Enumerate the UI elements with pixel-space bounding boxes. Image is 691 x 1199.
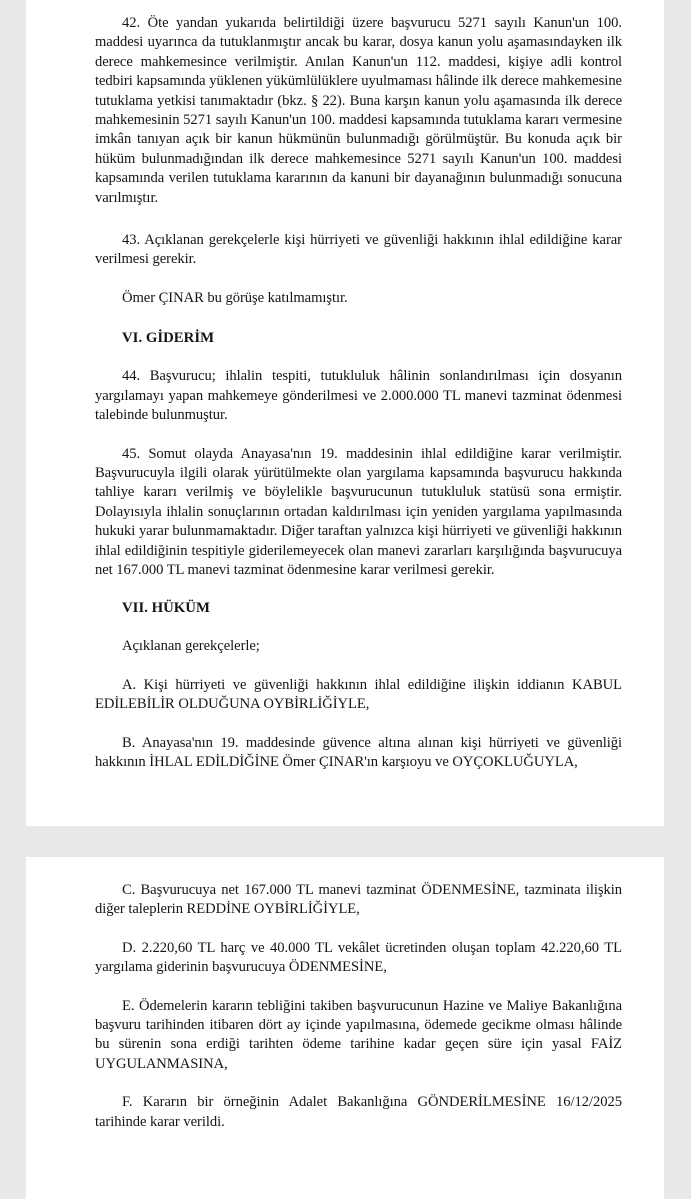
paragraph-42: 42. Öte yandan yukarıda belirtildiği üzere başvurucu 5271 sayılı Kanun'un 100. maddesi uyarınca da tutuklanmıştır ancak bu karar, dosya kanun yolu aşamasındayken ilk derece mahkemesince verilmiştir. Anılan Kanun'un 112. maddesi, kişiye adli kontrol tedbiri kapsamında yüklenen yükümlülüklere uyulmaması hâlinde ilk derece mahkemesine tutuklama yetkisi tanımaktadır (bkz. § 22). Buna karşın kanun yolu aşamasında ilk derece mahkemesinin 5271 sayılı Kanun'un 100. maddesi kapsamında tutuklama kararı vermesine imkân tanıyan açık bir kanun hükmünün bulunmadığı görülmüştür. Bu konuda açık bir hüküm bulunmadığından ilk derece mahkemesince 5271 sayılı Kanun'un 100. maddesi kapsamında verilen tutuklama kararının da kanuni bir dayanağının bulunmadığı sonucuna varılmıştır. <box>95 15 622 206</box>
hukum-item-f: F. Kararın bir örneğinin Adalet Bakanlığına GÖNDERİLMESİNE 16/12/2025 tarihinde karar verildi. <box>95 1094 622 1130</box>
hukum-item-a: A. Kişi hürriyeti ve güvenliği hakkının ihlal edildiğine ilişkin iddianın KABUL EDİLEBİLİR OLDUĞUNA OYBİRLİĞİYLE, <box>95 676 622 713</box>
hukum-intro: Açıklanan gerekçelerle; <box>122 638 260 655</box>
document-page-2 <box>26 857 664 1199</box>
dissent-note: Ömer ÇINAR bu görüşe katılmamıştır. <box>122 289 348 306</box>
section-heading-hukum: VII. HÜKÜM <box>122 600 210 617</box>
hukum-item-d: D. 2.220,60 TL harç ve 40.000 TL vekâlet ücretinden oluşan toplam 42.220,60 TL yargılama giderinin başvurucuya ÖDENMESİNE, <box>95 939 622 976</box>
paragraph-44: 44. Başvurucu; ihlalin tespiti, tutukluluk hâlinin sonlandırılması için dosyanın yargılamayı yapan mahkemeye gönderilmesi ve 2.000.000 TL manevi tazminat ödenmesi talebinde bulunmuştur. <box>95 368 622 424</box>
paragraph-45: 45. Somut olayda Anayasa'nın 19. maddesinin ihlal edildiğine karar verilmiştir. Başvurucuyla ilgili olarak yürütülmekte olan yargılama kapsamında başvurucu hakkında tahliye kararı verilmiş ve böylelikle başvurucunun tutukluluk statüsü sona ermiştir. Dolayısıyla ihlalin sonuçlarının ortadan kaldırılması için yeniden yargılama yapılmasında hukuki yarar bulunmamaktadır. Diğer taraftan yalnızca kişi hürriyeti ve güvenliği hakkının ihlal edildiğinin tespitiyle giderilemeyecek olan manevi zararları karşılığında başvurucuya net 167.000 TL manevi tazminat ödenmesine karar verilmesi gerekir. <box>95 445 622 578</box>
section-heading-giderim: VI. GİDERİM <box>122 330 215 347</box>
hukum-item-e: E. Ödemelerin kararın tebliğini takiben başvurucunun Hazine ve Maliye Bakanlığına başvuru tarihinden itibaren dört ay içinde yapılmasına, ödemede gecikme olması hâlinde bu sürenin sona erdiği tarihten ödeme tarihine kadar geçen süre için yasal FAİZ UYGULANMASINA, <box>95 997 622 1072</box>
hukum-item-b: B. Anayasa'nın 19. maddesinde güvence altına alınan kişi hürriyeti ve güvenliği hakkının İHLAL EDİLDİĞİNE Ömer ÇINAR'ın karşıoyu ve OYÇOKLUĞUYLA, <box>95 734 622 770</box>
paragraph-43: 43. Açıklanan gerekçelerle kişi hürriyeti ve güvenliği hakkının ihlal edildiğine karar verilmesi gerekir. <box>95 232 622 268</box>
document-page-1 <box>26 0 664 826</box>
hukum-item-c: C. Başvurucuya net 167.000 TL manevi tazminat ÖDENMESİNE, tazminata ilişkin diğer taleplerin REDDİNE OYBİRLİĞİYLE, <box>95 882 622 918</box>
